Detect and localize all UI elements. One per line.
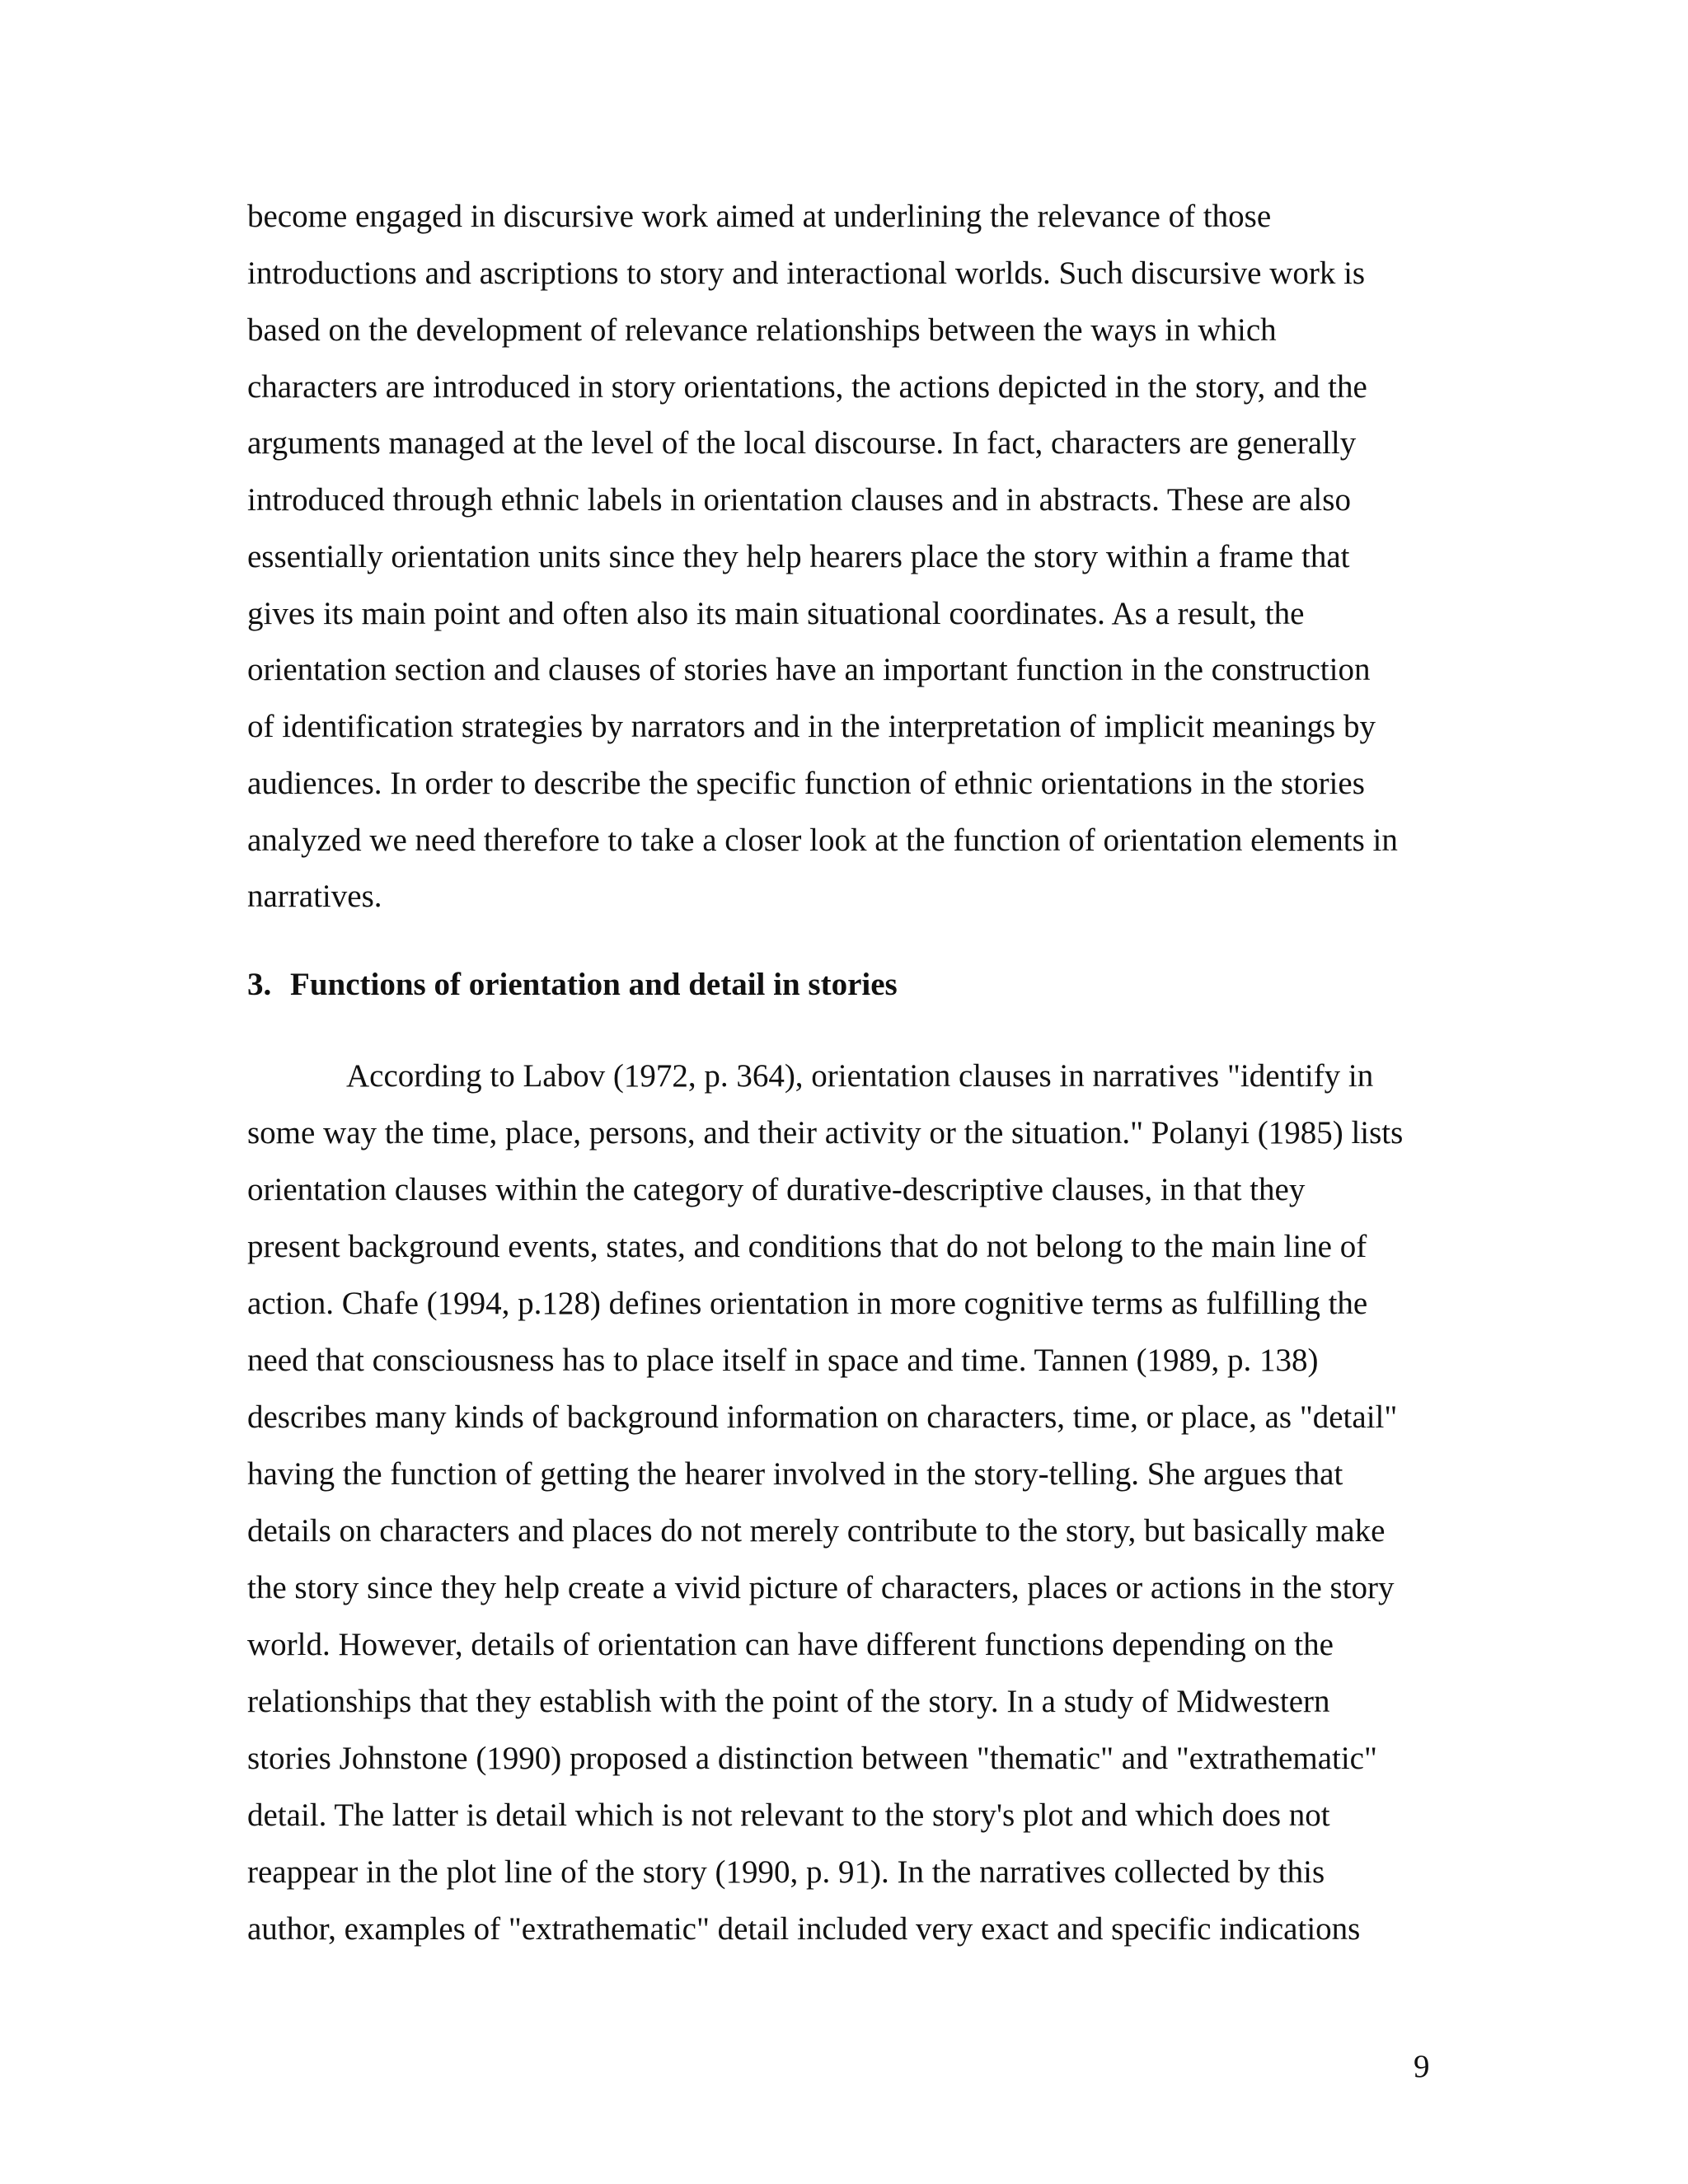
- text-line: reappear in the plot line of the story (1990, p. 91). In the narratives collected by this: [247, 1854, 1325, 1890]
- text-line: gives its main point and often also its main situational coordinates. As a result, the: [247, 596, 1305, 631]
- text-line: audiences. In order to describe the specific function of ethnic orientations in the stories: [247, 766, 1365, 801]
- text-line: based on the development of relevance relationships between the ways in which: [247, 312, 1277, 348]
- text-line: introductions and ascriptions to story and interactional worlds. Such discursive work is: [247, 255, 1366, 291]
- text-line: relationships that they establish with the point of the story. In a study of Midwestern: [247, 1684, 1330, 1719]
- text-line: action. Chafe (1994, p.128) defines orientation in more cognitive terms as fulfilling the: [247, 1286, 1368, 1321]
- text-line: of identification strategies by narrators and in the interpretation of implicit meanings by: [247, 709, 1376, 744]
- text-line: need that consciousness has to place itself in space and time. Tannen (1989, p. 138): [247, 1343, 1319, 1378]
- section-title: Functions of orientation and detail in stories: [290, 967, 898, 1002]
- text-line: the story since they help create a vivid picture of characters, places or actions in the story: [247, 1570, 1395, 1605]
- text-line: world. However, details of orientation can have different functions depending on the: [247, 1627, 1334, 1662]
- text-line: stories Johnstone (1990) proposed a distinction between "thematic" and "extrathematic": [247, 1741, 1377, 1776]
- text-line: orientation clauses within the category of durative-descriptive clauses, in that they: [247, 1172, 1306, 1207]
- text-line: present background events, states, and conditions that do not belong to the main line of: [247, 1229, 1367, 1264]
- text-line: having the function of getting the hearer involved in the story-telling. She argues that: [247, 1456, 1343, 1492]
- text-line: become engaged in discursive work aimed at underlining the relevance of those: [247, 199, 1272, 234]
- text-line: detail. The latter is detail which is not relevant to the story's plot and which does not: [247, 1797, 1330, 1833]
- section-number: 3.: [247, 967, 272, 1002]
- page-number: 9: [1414, 2049, 1430, 2084]
- text-line: arguments managed at the level of the local discourse. In fact, characters are generally: [247, 425, 1357, 461]
- text-line: narratives.: [247, 879, 382, 914]
- section-heading: [247, 965, 898, 1005]
- text-line: orientation section and clauses of stories have an important function in the construction: [247, 652, 1371, 687]
- text-line: describes many kinds of background information on characters, time, or place, as "detail": [247, 1399, 1398, 1435]
- text-line: details on characters and places do not merely contribute to the story, but basically make: [247, 1513, 1386, 1549]
- text-line: characters are introduced in story orientations, the actions depicted in the story, and the: [247, 369, 1367, 405]
- text-line: some way the time, place, persons, and their activity or the situation." Polanyi (1985) lists: [247, 1115, 1404, 1151]
- text-line: author, examples of "extrathematic" detail included very exact and specific indications: [247, 1911, 1361, 1947]
- text-line: analyzed we need therefore to take a closer look at the function of orientation elements in: [247, 823, 1398, 858]
- text-line: According to Labov (1972, p. 364), orientation clauses in narratives "identify in: [346, 1058, 1374, 1094]
- text-line: introduced through ethnic labels in orientation clauses and in abstracts. These are also: [247, 482, 1351, 518]
- text-line: essentially orientation units since they help hearers place the story within a frame that: [247, 539, 1350, 574]
